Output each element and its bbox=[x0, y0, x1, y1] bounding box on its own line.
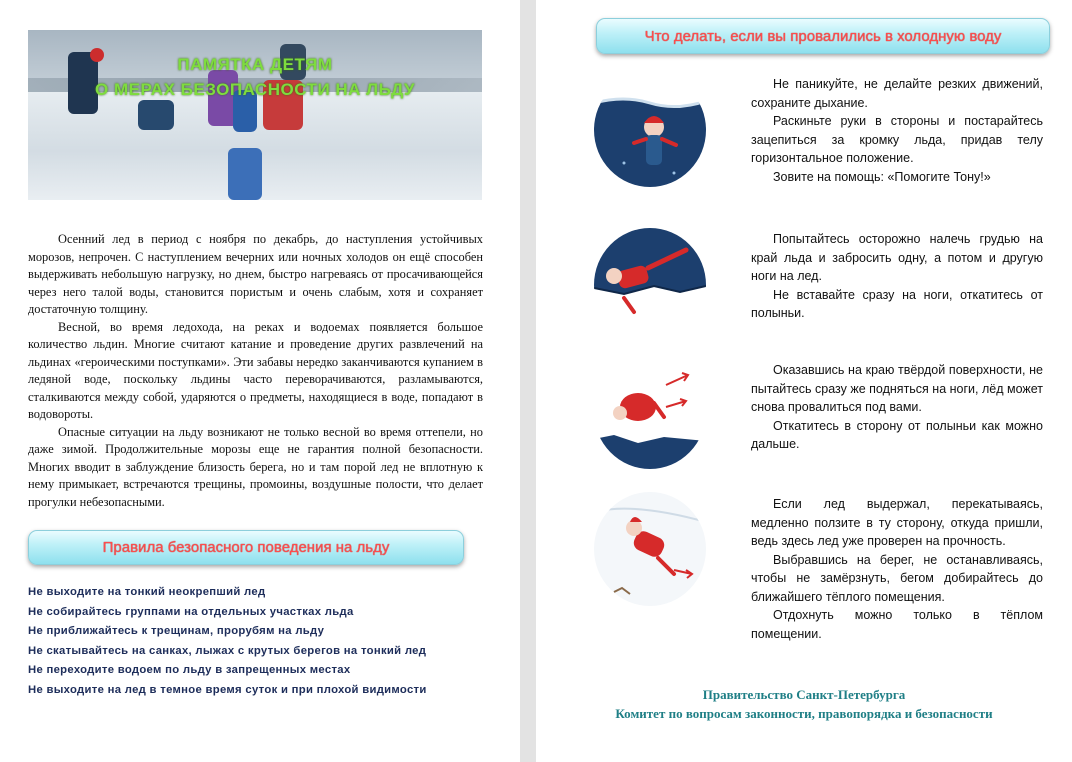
rules-banner bbox=[28, 530, 464, 565]
footer-committee: Комитет по вопросам законности, правопорядка и безопасности bbox=[615, 706, 993, 721]
hero-photo bbox=[28, 30, 482, 200]
rule-item: Не приближайтесь к трещинам, прорубям на льду bbox=[28, 625, 325, 637]
step-paragraph: Откатитесь в сторону от полыньи как можно дальше. bbox=[751, 418, 1043, 451]
step-paragraph: Отдохнуть можно только в тёплом помещении. bbox=[751, 608, 1043, 641]
child-figure bbox=[138, 100, 174, 130]
paragraph: Весной, во время ледохода, на реках и водоемах появляется большое количество льдин. Многие считают катание и проведение других развлечений на льдинах «героическими поступками». Эти забавы нередко заканчиваются купанием в ледяной воде, поскольку льдины часто переворачиваются, разламываются, сталкиваются между собой, ударяются о предметы, находящиеся в воде, попадают в водовороты. bbox=[28, 319, 483, 421]
article-text bbox=[28, 231, 483, 511]
footer-org: Правительство Санкт-Петербурга bbox=[702, 687, 906, 702]
rule-item: Не выходите на тонкий неокрепший лед bbox=[28, 586, 266, 598]
step-1-text bbox=[751, 75, 1043, 186]
step-4-text bbox=[751, 495, 1043, 643]
rule-item: Не выходите на лед в темное время суток и при плохой видимости bbox=[28, 683, 427, 696]
step-paragraph: Оказавшись на краю твёрдой поверхности, не пытайтесь сразу же подняться на ноги, лёд может снова провалиться под вами. bbox=[751, 363, 1044, 414]
rule-item: Не собирайтесь группами на отдельных участках льда bbox=[28, 605, 354, 618]
paragraph: Осенний лед в период с ноября по декабрь, до наступления устойчивых морозов, непрочен. С наступлением вечерних или ночных холодов он ещё способен выдерживать небольшую нагрузку, но днем, быстро нагреваясь от просачивающейся через него талой воды, становится пористым и очень слабым, хотя и сохраняет достаточную толщину. bbox=[28, 232, 483, 316]
step-paragraph: Попытайтесь осторожно налечь грудью на край льда и забросить одну, а потом и другую ноги на лед. bbox=[751, 232, 1043, 283]
hero-title-line: О МЕРАХ БЕЗОПАСНОСТИ НА ЛЬДУ bbox=[95, 80, 415, 99]
right-page bbox=[536, 0, 1072, 762]
step-paragraph: Если лед выдержал, перекатываясь, медленно ползите в ту сторону, откуда пришли, ведь здесь лед уже проверен на прочность. bbox=[751, 497, 1043, 548]
rule-item: Не скатывайтесь на санках, лыжах с крутых берегов на тонкий лед bbox=[28, 644, 427, 657]
step-paragraph: Выбравшись на берег, не останавливаясь, чтобы не замёрзнуть, бегом добирайтесь до ближайшего тёплого помещения. bbox=[751, 552, 1043, 604]
step-paragraph: Раскиньте руки в стороны и постарайтесь зацепиться за кромку льда, придав телу горизонтальное положение. bbox=[751, 114, 1043, 165]
person-rolling-away-icon bbox=[594, 355, 706, 469]
step-paragraph: Зовите на помощь: «Помогите Тону!» bbox=[773, 169, 991, 184]
help-banner-text: Что делать, если вы провалились в холодную воду bbox=[644, 27, 1002, 45]
rule-item: Не переходите водоем по льду в запрещенных местах bbox=[28, 664, 351, 676]
step-paragraph: Не вставайте сразу на ноги, откатитесь от полыньи. bbox=[751, 287, 1043, 320]
person-in-ice-hole-icon bbox=[594, 73, 706, 187]
rules-banner-text: Правила безопасного поведения на льду bbox=[102, 539, 390, 556]
person-climbing-onto-ice-icon bbox=[594, 228, 706, 342]
hero-title bbox=[28, 52, 482, 102]
help-banner bbox=[596, 18, 1050, 54]
rules-list bbox=[28, 583, 484, 700]
step-3-text bbox=[751, 361, 1043, 454]
step-paragraph: Не паникуйте, не делайте резких движений, сохраните дыхание. bbox=[751, 77, 1043, 110]
footer bbox=[536, 685, 1072, 723]
left-page bbox=[0, 0, 520, 762]
page-gutter bbox=[520, 0, 536, 762]
step-2-text bbox=[751, 230, 1043, 323]
hero-title-line: ПАМЯТКА ДЕТЯМ bbox=[177, 55, 333, 74]
paragraph: Опасные ситуации на льду возникают не только весной во время оттепели, но даже зимой. Продолжительные морозы еще не гарантия полной безопасности. Многих вводит в заблуждение близость берега, но и там порой лед не вплотную к нему примыкает, встречаются трещины, промоины, воздушные полости, что делает прогулки небезопасными. bbox=[28, 424, 483, 509]
child-figure bbox=[228, 148, 262, 200]
person-crawling-on-ice-icon bbox=[594, 492, 706, 606]
